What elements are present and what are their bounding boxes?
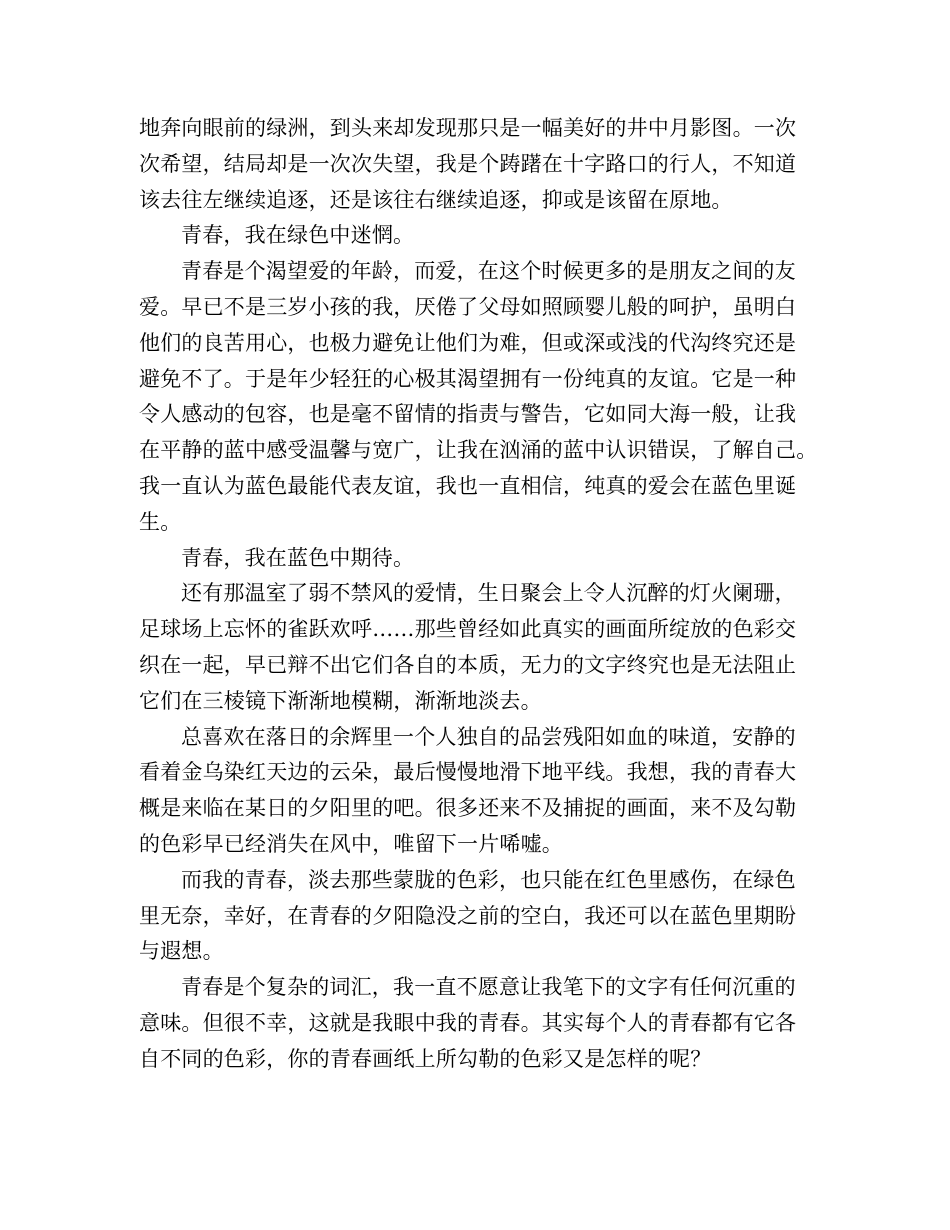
text-line: 还有那温室了弱不禁风的爱情，生日聚会上令人沉醉的灯火阑珊， — [181, 581, 796, 606]
text-line: 生。 — [139, 509, 182, 534]
text-line: 而我的青春，淡去那些蒙胧的色彩，也只能在红色里感伤，在绿色 — [181, 867, 796, 892]
essay-body — [139, 111, 818, 1078]
text-line: 该去往左继续追逐，还是该往右继续追逐，抑或是该留在原地。 — [139, 187, 733, 212]
text-line: 我一直认为蓝色最能代表友谊，我也一直相信，纯真的爱会在蓝色里诞 — [139, 473, 797, 498]
text-line: 青春是个复杂的词汇，我一直不愿意让我笔下的文字有任何沉重的 — [181, 975, 796, 1000]
text-line: 他们的良苦用心，也极力避免让他们为难，但或深或浅的代沟终究还是 — [139, 330, 797, 355]
text-line: 的色彩早已经消失在风中，唯留下一片唏嘘。 — [139, 831, 563, 856]
text-line: 看着金乌染红天边的云朵，最后慢慢地滑下地平线。我想，我的青春大 — [139, 760, 797, 785]
text-line: 概是来临在某日的夕阳里的吧。很多还来不及捕捉的画面，来不及勾勒 — [139, 796, 797, 821]
text-line: 青春是个渴望爱的年龄，而爱，在这个时候更多的是朋友之间的友 — [181, 259, 796, 284]
text-line: 地奔向眼前的绿洲，到头来却发现那只是一幅美好的井中月影图。一次 — [139, 116, 797, 140]
text-line: 足球场上忘怀的雀跃欢呼……那些曾经如此真实的画面所绽放的色彩交 — [139, 617, 797, 642]
text-line: 避免不了。于是年少轻狂的心极其渴望拥有一份纯真的友谊。它是一种 — [139, 366, 797, 391]
text-line: 织在一起，早已辩不出它们各自的本质，无力的文字终究也是无法阻止 — [139, 652, 797, 677]
text-line: 意味。但很不幸，这就是我眼中我的青春。其实每个人的青春都有它各 — [139, 1010, 797, 1035]
text-line: 自不同的色彩，你的青春画纸上所勾勒的色彩又是怎样的呢？ — [139, 1046, 712, 1071]
text-line: 令人感动的包容，也是毫不留情的指责与警告，它如同大海一般，让我 — [139, 402, 797, 427]
text-line: 它们在三棱镜下渐渐地模糊，渐渐地淡去。 — [139, 688, 542, 713]
text-line: 爱。早已不是三岁小孩的我，厌倦了父母如照顾婴儿般的呵护，虽明白 — [139, 294, 797, 319]
text-line: 总喜欢在落日的余辉里一个人独自的品尝残阳如血的味道，安静的 — [181, 724, 796, 749]
text-line: 次希望，结局却是一次次失望，我是个踌躇在十字路口的行人，不知道 — [139, 151, 797, 176]
text-line: 里无奈，幸好，在青春的夕阳隐没之前的空白，我还可以在蓝色里期盼 — [139, 903, 797, 928]
text-line: 青春，我在蓝色中期待。 — [181, 545, 415, 570]
text-line: 与遐想。 — [139, 939, 224, 964]
text-line: 在平静的蓝中感受温馨与宽广，让我在汹涌的蓝中认识错误，了解自己。 — [139, 438, 818, 463]
text-line: 青春，我在绿色中迷惘。 — [181, 223, 415, 248]
